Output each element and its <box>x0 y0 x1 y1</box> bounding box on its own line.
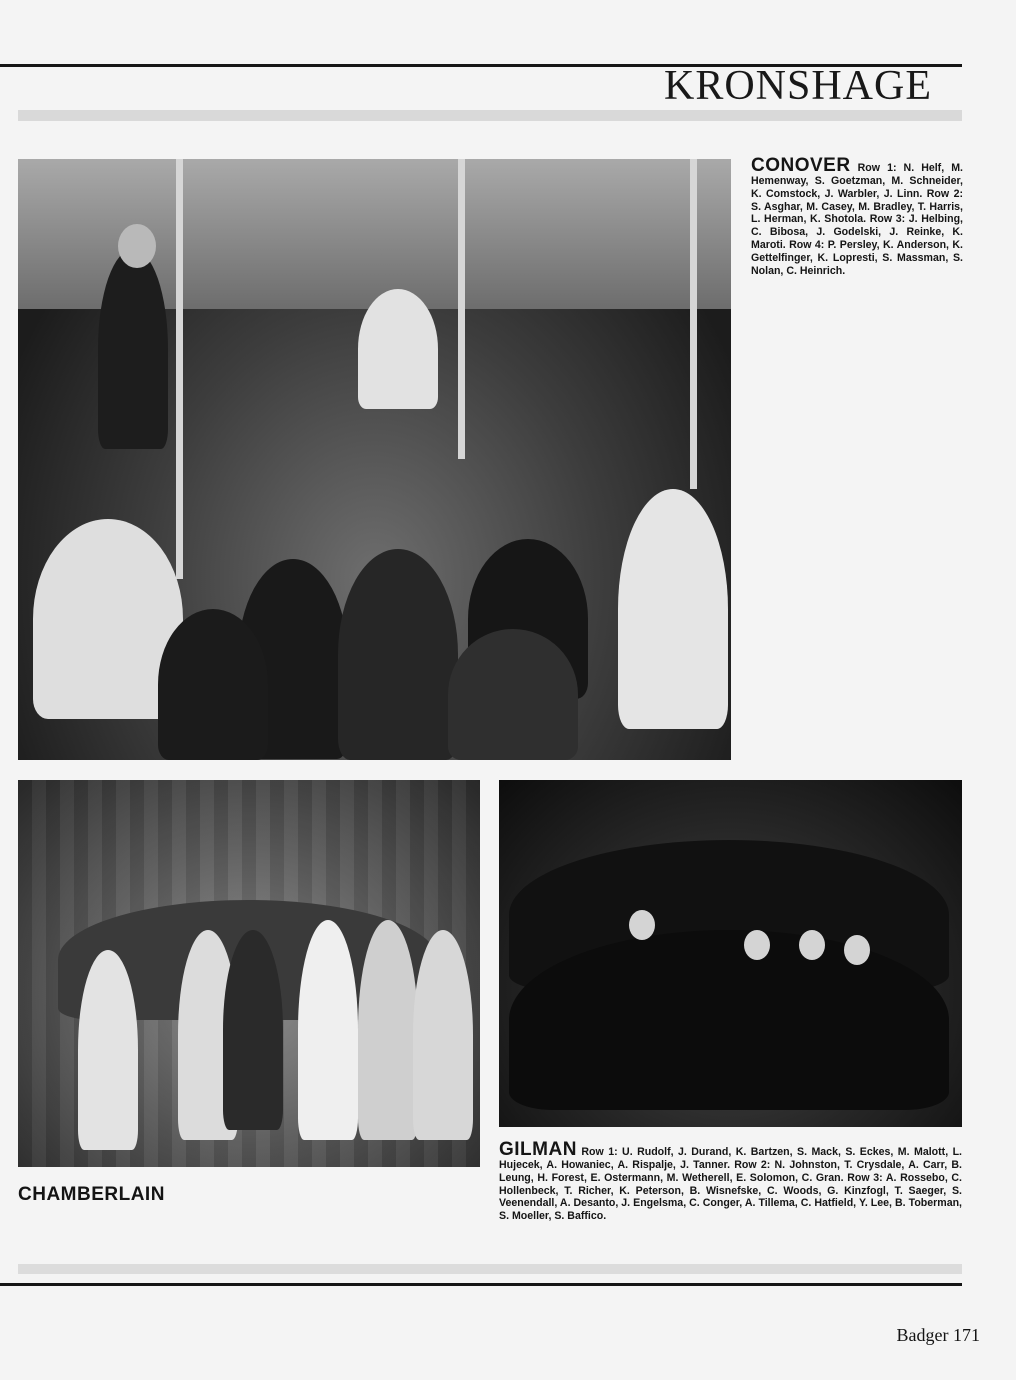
chamberlain-group-photo <box>18 780 480 1167</box>
person-figure <box>413 930 473 1140</box>
conover-members: Row 1: N. Helf, M. Hemenway, S. Goetzman, M. Schneider, K. Comstock, J. Warbler, J. Linn. Row 2: S. Asghar, M. Casey, M. Bradley, T. Harris, L. Herman, K. Shotola. Row 3: J. Helbing, C. Bibosa, J. Godelski, J. Reinke, K. Maroti. Row 4: P. Persley, K. Anderson, K. Gettelfinger, K. Lopresti, S. Massman, S. Nolan, C. Heinrich. <box>751 162 963 277</box>
person-figure <box>618 489 728 729</box>
gilman-members: Row 1: U. Rudolf, J. Durand, K. Bartzen, S. Mack, S. Eckes, M. Malott, L. Hujecek, A. Howaniec, A. Rispalje, J. Tanner. Row 2: N. Johnston, T. Crysdale, A. Carr, B. Leung, H. Forest, E. Ostermann, M. Wetherell, E. Solomon, C. Gran. Row 3: A. Rossebo, C. Hollenbeck, T. Richer, K. Peterson, B. Wisnefske, C. Woods, G. Kinzfogl, T. Saeger, S. Veenendall, A. Desanto, J. Engelsma, C. Conger, A. Tillema, C. Hatfield, Y. Lee, B. Toberman, S. Moeller, S. Baffico. <box>499 1146 963 1223</box>
crowd-figure <box>509 930 949 1110</box>
person-head <box>799 930 825 960</box>
person-figure <box>358 289 438 409</box>
sailboat-mast <box>176 159 183 579</box>
person-head <box>118 224 156 268</box>
gilman-group-photo <box>499 780 962 1127</box>
sailboat-mast <box>690 159 697 489</box>
person-figure <box>298 920 358 1140</box>
conover-group-photo <box>18 159 731 760</box>
person-figure <box>158 609 268 760</box>
gilman-name: GILMAN <box>499 1139 577 1160</box>
person-figure <box>98 249 168 449</box>
person-figure <box>448 629 578 760</box>
person-figure <box>78 950 138 1150</box>
person-figure <box>338 549 458 760</box>
bottom-rule <box>0 1283 962 1286</box>
chamberlain-name: CHAMBERLAIN <box>18 1184 165 1205</box>
conover-caption <box>751 157 963 277</box>
page-folio: Badger 171 <box>896 1325 980 1345</box>
footer-band <box>18 1264 962 1274</box>
person-figure <box>223 930 283 1130</box>
page-title: KRONSHAGE <box>663 63 932 109</box>
person-head <box>844 935 870 965</box>
person-head <box>629 910 655 940</box>
conover-name: CONOVER <box>751 155 851 176</box>
sailboat-mast <box>458 159 465 459</box>
person-figure <box>358 920 418 1140</box>
gilman-caption <box>499 1141 962 1223</box>
header-band <box>18 110 962 121</box>
person-head <box>744 930 770 960</box>
